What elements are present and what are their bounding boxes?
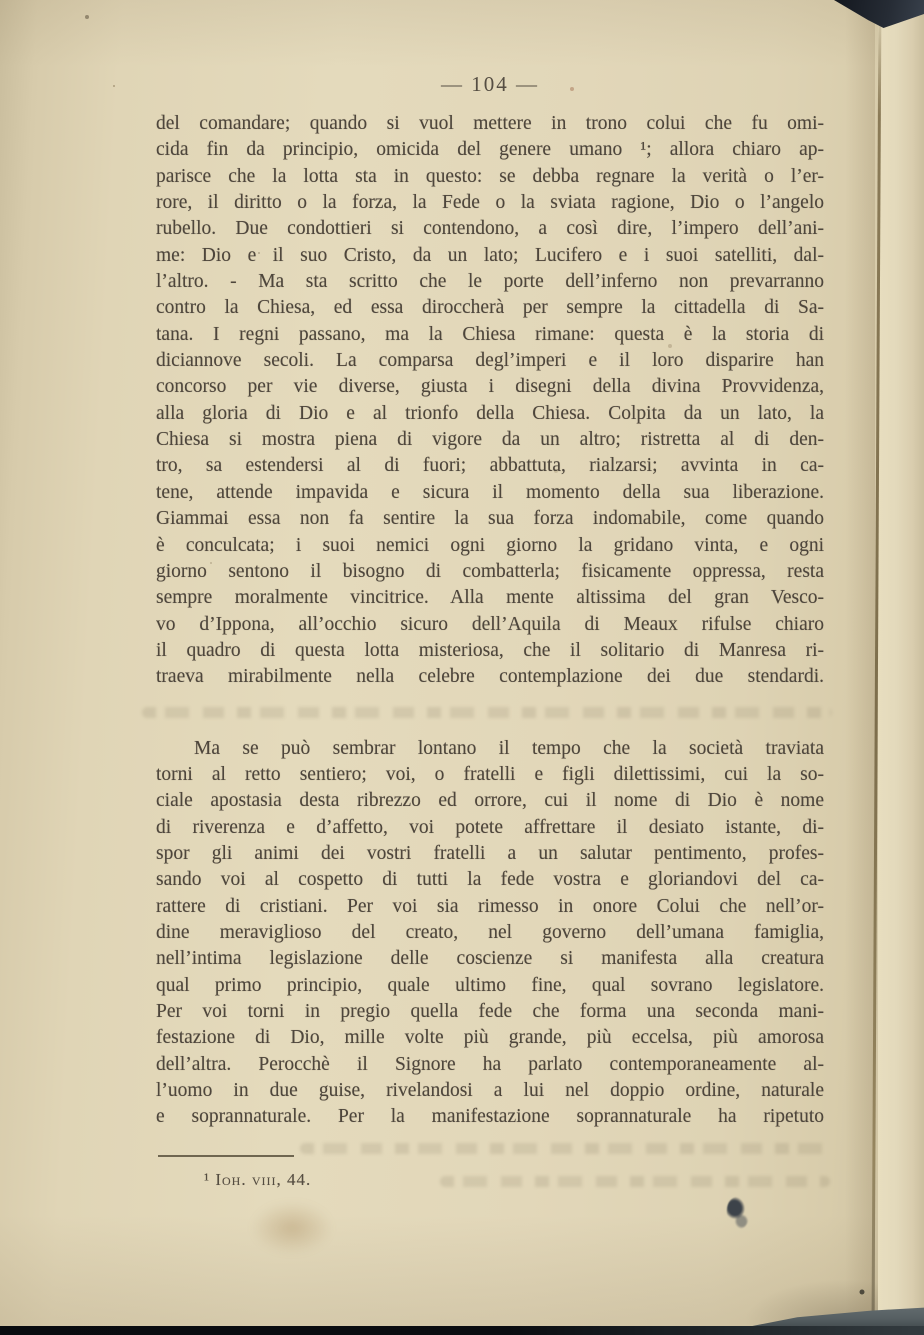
text-line: sempre moralmente vincitrice. Alla mente altissima del gran Vesco- (156, 587, 824, 609)
ink-bleedthrough (300, 1143, 830, 1154)
text-line: rattere di cristiani. Per voi sia rimesso in onore Colui che nell’or- (156, 895, 824, 917)
text-line: vo d’Ippona, all’occhio sicuro dell’Aquila di Meaux rifulse chiaro (156, 613, 824, 635)
text-line: rubello. Due condottieri si contendono, a così dire, l’impero dell’ani- (156, 218, 824, 240)
text-line: l’uomo in due guise, rivelandosi a lui nel doppio ordine, naturale (156, 1080, 824, 1102)
text-line: sando voi al cospetto di tutti la fede vostra e gloriandovi del ca- (156, 869, 824, 891)
text-line: dine meraviglioso del creato, nel governo dell’umana famiglia, (156, 921, 824, 943)
text-line: tro, sa estendersi al di fuori; abbattuta, rialzarsi; avvinta in ca- (156, 455, 824, 477)
paragraph-2 (156, 736, 824, 1131)
footnote-citation: ¹ Ioh. viii, 44. (204, 1170, 312, 1189)
text-line: concorso per vie diverse, giusta i disegni della divina Provvidenza, (156, 376, 824, 398)
text-line: torni al retto sentiero; voi, o fratelli e figli dilettissimi, cui la so- (156, 763, 824, 785)
text-line: è conculcata; i suoi nemici ogni giorno la gridano vinta, e ogni (156, 534, 824, 556)
text-line: spor gli animi dei vostri fratelli a un salutar pentimento, profes- (156, 842, 824, 864)
footnote-rule (158, 1155, 294, 1157)
page-number-header: — 104 — (441, 72, 539, 96)
text-line: tene, attende impavida e sicura il momento della sua liberazione. (156, 481, 824, 503)
text-line: di riverenza e d’affetto, voi potete affrettare il desiato istante, di- (156, 816, 824, 838)
text-line: cida fin da principio, omicida del genere umano ¹; allora chiaro ap- (156, 139, 824, 161)
text-line: Per voi torni in pregio quella fede che forma una seconda mani- (156, 1001, 824, 1022)
text-line: me: Dio e il suo Cristo, da un lato; Lucifero e i suoi satelliti, dal- (156, 244, 824, 266)
paragraph-1 (156, 111, 824, 691)
text-line: alla gloria di Dio e al trionfo della Chiesa. Colpita da un lato, la (156, 402, 824, 424)
text-line: il quadro di questa lotta misteriosa, che il solitario di Manresa ri- (156, 639, 824, 661)
ink-bleedthrough (440, 1176, 830, 1187)
text-line: del comandare; quando si vuol mettere in trono colui che fu omi- (156, 113, 824, 134)
next-page-edge (878, 0, 924, 1335)
paper-specks (0, 0, 2, 2)
text-line: Chiesa si mostra piena di vigore da un altro; ristretta al di den- (156, 429, 824, 451)
text-line: festazione di Dio, mille volte più grande, più eccelsa, più amorosa (156, 1027, 824, 1049)
text-line: parisce che la lotta sta in questo: se debba regnare la verità o l’er- (156, 165, 824, 187)
text-line: e soprannaturale. Per la manifestazione soprannaturale ha ripetuto (156, 1106, 824, 1128)
paper-smudge (252, 1202, 332, 1254)
text-line: qual primo principio, quale ultimo fine, qual sovrano legislatore. (156, 974, 824, 996)
text-line: nell’intima legislazione delle coscienze si manifesta alla creatura (156, 948, 824, 970)
text-line: dell’altra. Perocchè il Signore ha parlato contemporaneamente al- (156, 1053, 824, 1075)
text-line: l’altro. - Ma sta scritto che le porte dell’inferno non prevarranno (156, 271, 824, 293)
text-line: Giammai essa non fa sentire la sua forza indomabile, come quando (156, 508, 824, 530)
text-line: Ma se può sembrar lontano il tempo che la società traviata (194, 737, 824, 759)
text-line: diciannove secoli. La comparsa degl’imperi e il loro disparire han (156, 350, 824, 372)
text-line: traeva mirabilmente nella celebre contemplazione dei due stendardi. (156, 666, 824, 688)
text-line: rore, il diritto o la forza, la Fede o la sviata ragione, Dio o l’angelo (156, 192, 824, 214)
text-line: ciale apostasia desta ribrezzo ed orrore, cui il nome di Dio è nome (156, 790, 824, 812)
text-line: giorno sentono il bisogno di combatterla; fisicamente oppressa, resta (156, 560, 824, 582)
text-line: contro la Chiesa, ed essa diroccherà per sempre la cittadella di Sa- (156, 297, 824, 319)
page-gutter-shadow (845, 0, 875, 1320)
ink-stain (723, 1195, 753, 1232)
text-block (156, 111, 824, 1131)
book-cover-bottom-edge (0, 1326, 924, 1335)
text-line: tana. I regni passano, ma la Chiesa rimane: questa è la storia di (156, 323, 824, 345)
